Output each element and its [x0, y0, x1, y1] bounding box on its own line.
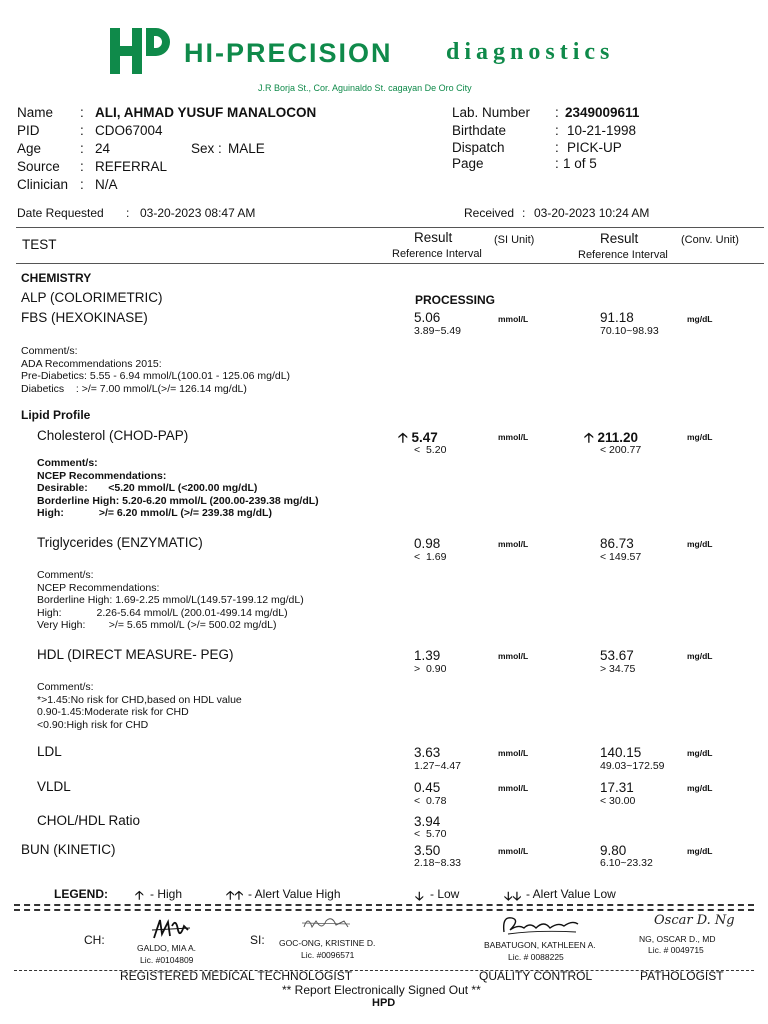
- vldl-si: 0.45: [414, 780, 441, 795]
- ch-label: CH:: [84, 933, 105, 947]
- comment-line: Comment/s:: [37, 681, 94, 693]
- chol-comment: [37, 457, 319, 520]
- hdl-conv-ref: > 34.75: [600, 663, 636, 675]
- hdl-conv-unit: mg/dL: [687, 651, 713, 661]
- test-ldl: LDL: [37, 744, 62, 759]
- trig-conv: 86.73: [600, 536, 634, 551]
- comment-line: Borderline High: 5.20-6.20 mmol/L (200.00-239.38 mg/dL): [37, 494, 319, 507]
- col-result-conv: Result: [600, 231, 639, 246]
- colon: :: [555, 105, 559, 120]
- col-ref-si: Reference Interval: [392, 248, 482, 260]
- bun-si-unit: mmol/L: [498, 846, 529, 856]
- source-label: Source: [17, 159, 60, 174]
- pathologist-license: Lic. # 0049715: [648, 945, 704, 955]
- ch-name: GALDO, MIA A.: [137, 943, 197, 953]
- hdl-si: 1.39: [414, 648, 441, 663]
- legend-alert-low: - Alert Value Low: [526, 887, 616, 901]
- page-number: 1 of 5: [563, 156, 597, 171]
- col-ref-conv: Reference Interval: [578, 249, 668, 261]
- alert-high-arrows-icon: 🡡🡡: [226, 888, 244, 902]
- brand-name: HI-PRECISION: [184, 38, 393, 68]
- comment-line: Comment/s:: [37, 457, 98, 469]
- comment-line: Desirable: <5.20 mmol/L (<200.00 mg/dL): [37, 482, 258, 495]
- fbs-comment: [21, 345, 290, 395]
- vldl-conv-unit: mg/dL: [687, 783, 713, 793]
- vldl-conv-ref: < 30.00: [600, 795, 636, 807]
- page-label: Page: [452, 156, 484, 171]
- test-cholesterol: Cholesterol (CHOD-PAP): [37, 428, 189, 443]
- comment-line: Diabetics : >/= 7.00 mmol/L(>/= 126.14 mg/dL): [21, 382, 247, 395]
- brand-suffix: diagnostics: [446, 39, 615, 65]
- test-vldl: VLDL: [37, 779, 71, 794]
- role-rmt: REGISTERED MEDICAL TECHNOLOGIST: [120, 969, 353, 983]
- dispatch: PICK-UP: [567, 140, 622, 155]
- ch-license: Lic. #0104809: [140, 955, 194, 965]
- chol-conv-value: 211.20: [597, 430, 639, 445]
- colon: :: [522, 206, 526, 220]
- patient-sex: MALE: [228, 141, 265, 156]
- birth-label: Birthdate: [452, 123, 507, 138]
- name-label: Name: [17, 105, 54, 120]
- trig-si-ref: < 1.69: [414, 551, 447, 563]
- requested-label: Date Requested: [17, 206, 104, 220]
- ratio-si: 3.94: [414, 814, 441, 829]
- alert-low-arrows-icon: 🡣🡣: [504, 889, 522, 903]
- clinician-label: Clinician: [17, 177, 69, 192]
- si-name: GOC-ONG, KRISTINE D.: [279, 938, 376, 948]
- bun-conv: 9.80: [600, 843, 627, 858]
- fbs-conv-ref: 70.10~98.93: [600, 325, 659, 337]
- fbs-conv: 91.18: [600, 310, 634, 325]
- test-hdl: HDL (DIRECT MEASURE- PEG): [37, 647, 234, 662]
- header-divider: [16, 263, 764, 264]
- comment-line: Comment/s:: [37, 569, 94, 581]
- high-arrow-icon: 🡡: [135, 888, 144, 902]
- pid-label: PID: [17, 123, 40, 138]
- colon: :: [555, 140, 559, 155]
- qc-name: BABATUGON, KATHLEEN A.: [484, 940, 596, 950]
- colon: :: [555, 123, 559, 138]
- bun-conv-unit: mg/dL: [687, 846, 713, 856]
- chol-si-value: 5.47: [411, 430, 438, 445]
- patient-clinician: N/A: [95, 177, 118, 192]
- ldl-si-unit: mmol/L: [498, 748, 529, 758]
- ldl-si-ref: 1.27~4.47: [414, 760, 462, 772]
- colon: :: [80, 105, 84, 120]
- high-arrow-icon: 🡡: [398, 430, 408, 445]
- chol-si-ref: < 5.20: [414, 444, 447, 456]
- received-label: Received: [464, 206, 515, 220]
- trig-comment: [37, 569, 304, 632]
- section-lipid: Lipid Profile: [21, 408, 91, 422]
- colon: :: [80, 141, 84, 156]
- comment-line: <0.90:High risk for CHD: [37, 718, 149, 731]
- colon: :: [126, 206, 130, 220]
- trig-si-unit: mmol/L: [498, 539, 529, 549]
- test-alp: ALP (COLORIMETRIC): [21, 290, 163, 305]
- comment-line: Pre-Diabetics: 5.55 - 6.94 mmol/L(100.01 - 125.06 mg/dL): [21, 370, 291, 383]
- patient-name: ALI, AHMAD YUSUF MANALOCON: [95, 105, 317, 120]
- qc-license: Lic. # 0088225: [508, 952, 564, 962]
- hdl-comment: [37, 681, 242, 731]
- trig-si: 0.98: [414, 536, 441, 551]
- bun-conv-ref: 6.10~23.32: [600, 857, 653, 869]
- legend-title: LEGEND:: [54, 887, 108, 901]
- test-triglycerides: Triglycerides (ENZYMATIC): [37, 535, 203, 550]
- ldl-si: 3.63: [414, 745, 441, 760]
- dispatch-label: Dispatch: [452, 140, 505, 155]
- dashed-divider: [14, 909, 754, 911]
- comment-line: NCEP Recommendations:: [37, 581, 160, 594]
- comment-line: ADA Recommendations 2015:: [21, 357, 162, 370]
- date-requested: 03-20-2023 08:47 AM: [140, 206, 256, 220]
- test-bun: BUN (KINETIC): [21, 842, 116, 857]
- ratio-si-ref: < 5.70: [414, 828, 447, 840]
- patient-age: 24: [95, 141, 111, 156]
- vldl-conv: 17.31: [600, 780, 634, 795]
- col-result-si: Result: [414, 230, 453, 245]
- date-received: 03-20-2023 10:24 AM: [534, 206, 650, 220]
- section-chemistry: CHEMISTRY: [21, 271, 92, 285]
- colon: :: [80, 123, 84, 138]
- chol-conv-unit: mg/dL: [687, 432, 713, 442]
- hdl-conv: 53.67: [600, 648, 634, 663]
- footer-code: HPD: [372, 997, 396, 1009]
- low-arrow-icon: 🡣: [415, 889, 424, 903]
- ldl-conv: 140.15: [600, 745, 642, 760]
- colon: :: [80, 159, 84, 174]
- pathologist-name: NG, OSCAR D., MD: [639, 934, 716, 944]
- high-arrow-icon: 🡡: [584, 430, 594, 445]
- ldl-conv-ref: 49.03~172.59: [600, 760, 665, 772]
- test-fbs: FBS (HEXOKINASE): [21, 310, 148, 325]
- trig-conv-unit: mg/dL: [687, 539, 713, 549]
- comment-line: Borderline High: 1.69-2.25 mmol/L(149.57-199.12 mg/dL): [37, 594, 304, 607]
- col-si-unit: (SI Unit): [494, 234, 535, 246]
- vldl-si-ref: < 0.78: [414, 795, 447, 807]
- birthdate: 10-21-1998: [567, 123, 637, 138]
- comment-line: Very High: >/= 5.65 mmol/L (>/= 500.02 mg/dL): [37, 619, 277, 632]
- fbs-si-unit: mmol/L: [498, 314, 529, 324]
- test-chol-hdl-ratio: CHOL/HDL Ratio: [37, 813, 141, 828]
- dashed-divider: [14, 904, 754, 906]
- pathologist-signature: Oscar D. Ng: [654, 913, 735, 928]
- comment-line: NCEP Recommendations:: [37, 469, 167, 482]
- comment-line: High: >/= 6.20 mmol/L (>/= 239.38 mg/dL): [37, 507, 272, 520]
- comment-line: High: 2.26-5.64 mmol/L (200.01-499.14 mg/dL): [37, 606, 288, 619]
- comment-line: Comment/s:: [21, 345, 78, 357]
- patient-pid: CDO67004: [95, 123, 163, 138]
- si-label: SI:: [250, 933, 265, 947]
- sex-label: Sex :: [191, 141, 222, 156]
- header-divider: [16, 227, 764, 228]
- col-test: TEST: [22, 237, 57, 252]
- legend-alert-high: - Alert Value High: [248, 887, 341, 901]
- hdl-si-unit: mmol/L: [498, 651, 529, 661]
- si-signature: [300, 913, 352, 940]
- lab-number: 2349009611: [565, 105, 640, 120]
- chol-conv-ref: < 200.77: [600, 444, 642, 456]
- comment-line: *>1.45:No risk for CHD,based on HDL value: [37, 693, 242, 706]
- fbs-conv-unit: mg/dL: [687, 314, 713, 324]
- bun-si: 3.50: [414, 843, 441, 858]
- signed-out-note: ** Report Electronically Signed Out **: [282, 983, 481, 997]
- role-pathologist: PATHOLOGIST: [640, 969, 724, 983]
- si-license: Lic. #0096571: [301, 950, 355, 960]
- ldl-conv-unit: mg/dL: [687, 748, 713, 758]
- fbs-si: 5.06: [414, 310, 441, 325]
- brand-logo: [110, 28, 174, 74]
- hdl-si-ref: > 0.90: [414, 663, 447, 675]
- legend-high: - High: [150, 887, 183, 901]
- colon: :: [80, 177, 84, 192]
- lab-label: Lab. Number: [452, 105, 531, 120]
- patient-source: REFERRAL: [95, 159, 168, 174]
- comment-line: 0.90-1.45:Moderate risk for CHD: [37, 706, 189, 719]
- age-label: Age: [17, 141, 42, 156]
- role-qc: QUALITY CONTROL: [479, 969, 593, 983]
- alp-processing: PROCESSING: [415, 293, 496, 307]
- col-conv-unit: (Conv. Unit): [681, 234, 739, 246]
- vldl-si-unit: mmol/L: [498, 783, 529, 793]
- bun-si-ref: 2.18~8.33: [414, 857, 462, 869]
- trig-conv-ref: < 149.57: [600, 551, 642, 563]
- colon: :: [555, 156, 559, 171]
- fbs-si-ref: 3.89~5.49: [414, 325, 462, 337]
- chol-si-unit: mmol/L: [498, 432, 529, 442]
- legend-low: - Low: [430, 887, 460, 901]
- brand-address: J.R Borja St., Cor. Aguinaldo St. cagayan De Oro City: [258, 83, 472, 93]
